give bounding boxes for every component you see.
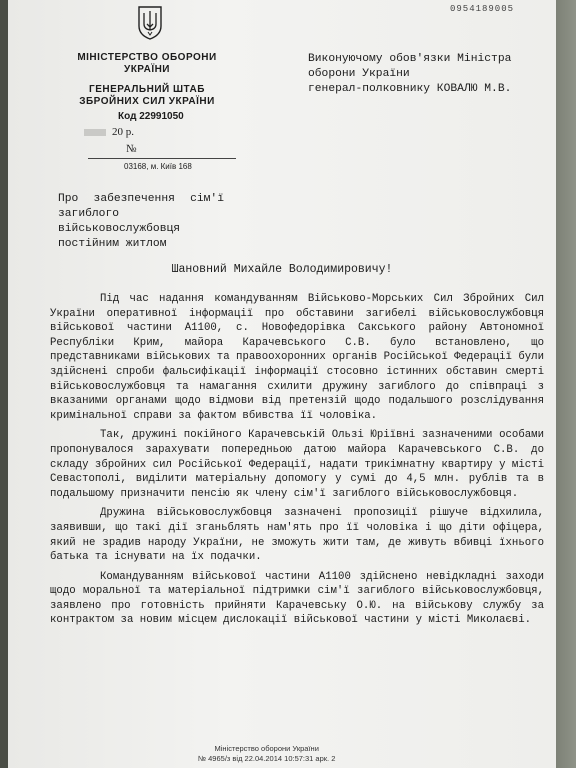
sender-ministry: МІНІСТЕРСТВО ОБОРОНИ bbox=[77, 52, 217, 63]
sender-general-staff: ГЕНЕРАЛЬНИЙ ШТАБ bbox=[89, 84, 205, 95]
recipient-line: оборони України bbox=[308, 68, 410, 80]
date-text: 20 р. bbox=[112, 126, 134, 138]
body-paragraph: Так, дружині покійного Карачевській Ользі Юріївні зазначеними особами пропонувалося зарахувати попередньою датою майора Карачевського С.В. до складу збройних сил Російської Федерації, надати трикімнатну квартиру у місті Севастополі, виділити матеріальну допомогу у сумі до 4,5 млн. рублів та в подальшому призначити пенсію як члену сім'ї загиблого військовослужбовця. bbox=[50, 429, 544, 500]
letter-body bbox=[50, 292, 544, 633]
body-paragraph: Під час надання командуванням Військово-Морських Сил Збройних Сил України оперативної інформації про обставини загибелі військовослужбовця військової частини А1100, с. Новофедорівка Сакського району Автономної Республіки Крим, майора Карачевського С.В. було встановлено, що представниками військових та правоохоронних органів Російської Федерації були здійснені спроби фальсифікації інформації стосовно істинних обставин смерті військовослужбовця та намагання схилити дружину загиблого до співпраці з вказаними органами щодо відмови від претензій щодо подальшого розслідування кримінальної справи за фактом вбивства її чоловіка. bbox=[50, 293, 544, 422]
date-line bbox=[84, 126, 134, 138]
footer-registration: № 4965/з від 22.04.2014 10:57:31 арк. 2 bbox=[198, 754, 336, 763]
page-footer bbox=[198, 744, 335, 764]
footer-ministry: Міністерство оборони України bbox=[214, 744, 319, 753]
divider bbox=[88, 158, 236, 159]
background-right bbox=[554, 0, 576, 768]
sender-code: Код 22991050 bbox=[118, 111, 184, 122]
sender-address: 03168, м. Київ 168 bbox=[124, 162, 192, 171]
body-paragraph: Дружина військовослужбовця зазначені пропозиції рішуче відхилила, заявивши, що такі дії зганьблять нам'ять про її чоловіка і що діти офіцера, який не зрадив народу України, не зможуть жити там, де живуть вбивці їхнього батька та існувати на їх подачки. bbox=[50, 507, 544, 564]
sender-block bbox=[52, 52, 242, 108]
salutation: Шановний Михайле Володимировичу! bbox=[171, 263, 393, 276]
letter-page bbox=[8, 0, 556, 768]
top-code: 0954189005 bbox=[450, 4, 515, 14]
subject-line: постійним житлом bbox=[58, 238, 167, 250]
redaction-mark bbox=[84, 129, 106, 136]
recipient-block bbox=[308, 52, 511, 97]
subject-line: загиблого військовослужбовця bbox=[58, 208, 181, 235]
trident-coat-of-arms-icon bbox=[136, 4, 164, 40]
subject-line: Про забезпечення сім'ї bbox=[58, 193, 224, 205]
number-line: № bbox=[126, 143, 137, 155]
body-paragraph: Командуванням військової частини А1100 здійснено невідкладні заходи щодо моральної та матеріальної підтримки сім'ї загиблого військовослужбовця, заявлено про готовність прийняти Карачевську О.Ю. на військову службу за контрактом за новим місцем дислокації військової частини у місті Миколаєві. bbox=[50, 570, 544, 627]
sender-country: УКРАЇНИ bbox=[123, 64, 170, 75]
recipient-line: Виконуючому обов'язки Міністра bbox=[308, 53, 512, 65]
sender-armed-forces: ЗБРОЙНИХ СИЛ УКРАЇНИ bbox=[79, 96, 215, 107]
recipient-line: генерал-полковнику КОВАЛЮ М.В. bbox=[308, 83, 512, 95]
subject-block bbox=[58, 192, 224, 252]
